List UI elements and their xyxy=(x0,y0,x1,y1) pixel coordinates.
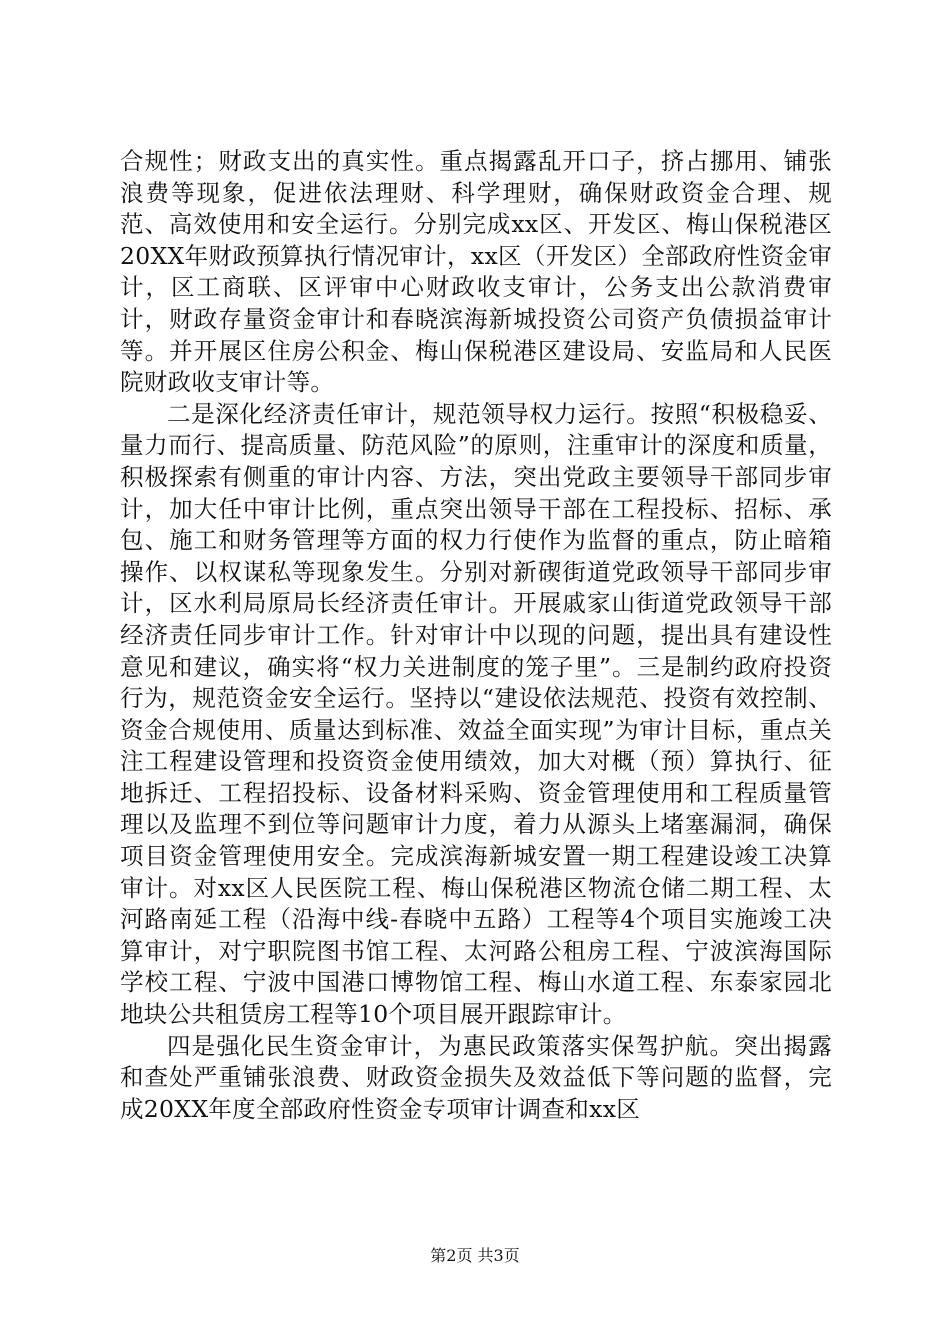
paragraph-livelihood-funds-audit: 四是强化民生资金审计，为惠民政策落实保驾护航。突出揭露和查处严重铺张浪费、财政资金损失及效益低下等问题的监督，完成20XX年度全部政府性资金专项审计调查和xx区 xyxy=(120,1031,832,1123)
document-body xyxy=(120,146,832,1125)
page-number-footer: 第2页 共3页 xyxy=(430,1246,520,1265)
paragraph-continuation: 合规性；财政支出的真实性。重点揭露乱开口子，挤占挪用、铺张浪费等现象，促进依法理财、科学理财，确保财政资金合理、规范、高效使用和安全运行。分别完成xx区、开发区、梅山保税港区20XX年财政预算执行情况审计，xx区（开发区）全部政府性资金审计，区工商联、区评审中心财政收支审计，公务支出公款消费审计，财政存量资金审计和春晓滨海新城投资公司资产负债损益审计等。并开展区住房公积金、梅山保税港区建设局、安监局和人民医院财政收支审计等。 xyxy=(120,147,832,397)
paragraph-economic-responsibility-audit: 二是深化经济责任审计，规范领导权力运行。按照“积极稳妥、量力而行、提高质量、防范风险”的原则，注重审计的深度和质量，积极探索有侧重的审计内容、方法，突出党政主要领导干部同步审计，加大任中审计比例，重点突出领导干部在工程投标、招标、承包、施工和财务管理等方面的权力行使作为监督的重点，防止暗箱操作、以权谋私等现象发生。分别对新碶街道党政领导干部同步审计，区水利局原局长经济责任审计。开展戚家山街道党政领导干部经济责任同步审计工作。针对审计中以现的问题，提出具有建设性意见和建议，确实将“权力关进制度的笼子里”。三是制约政府投资行为，规范资金安全运行。坚持以“建设依法规范、投资有效控制、资金合规使用、质量达到标准、效益全面实现”为审计目标，重点关注工程建设管理和投资资金使用绩效，加大对概（预）算执行、征地拆迁、工程招投标、设备材料采购、资金管理使用和工程质量管理以及监理不到位等问题审计力度，着力从源头上堵塞漏洞，确保项目资金管理使用安全。完成滨海新城安置一期工程建设竣工决算审计。对xx区人民医院工程、梅山保税港区物流仓储二期工程、太河路南延工程（沿海中线-春晓中五路）工程等4个项目实施竣工决算审计，对宁职院图书馆工程、太河路公租房工程、宁波滨海国际学校工程、宁波中国港口博物馆工程、梅山水道工程、东泰家园北地块公共租赁房工程等10个项目展开跟踪审计。 xyxy=(120,399,832,1029)
